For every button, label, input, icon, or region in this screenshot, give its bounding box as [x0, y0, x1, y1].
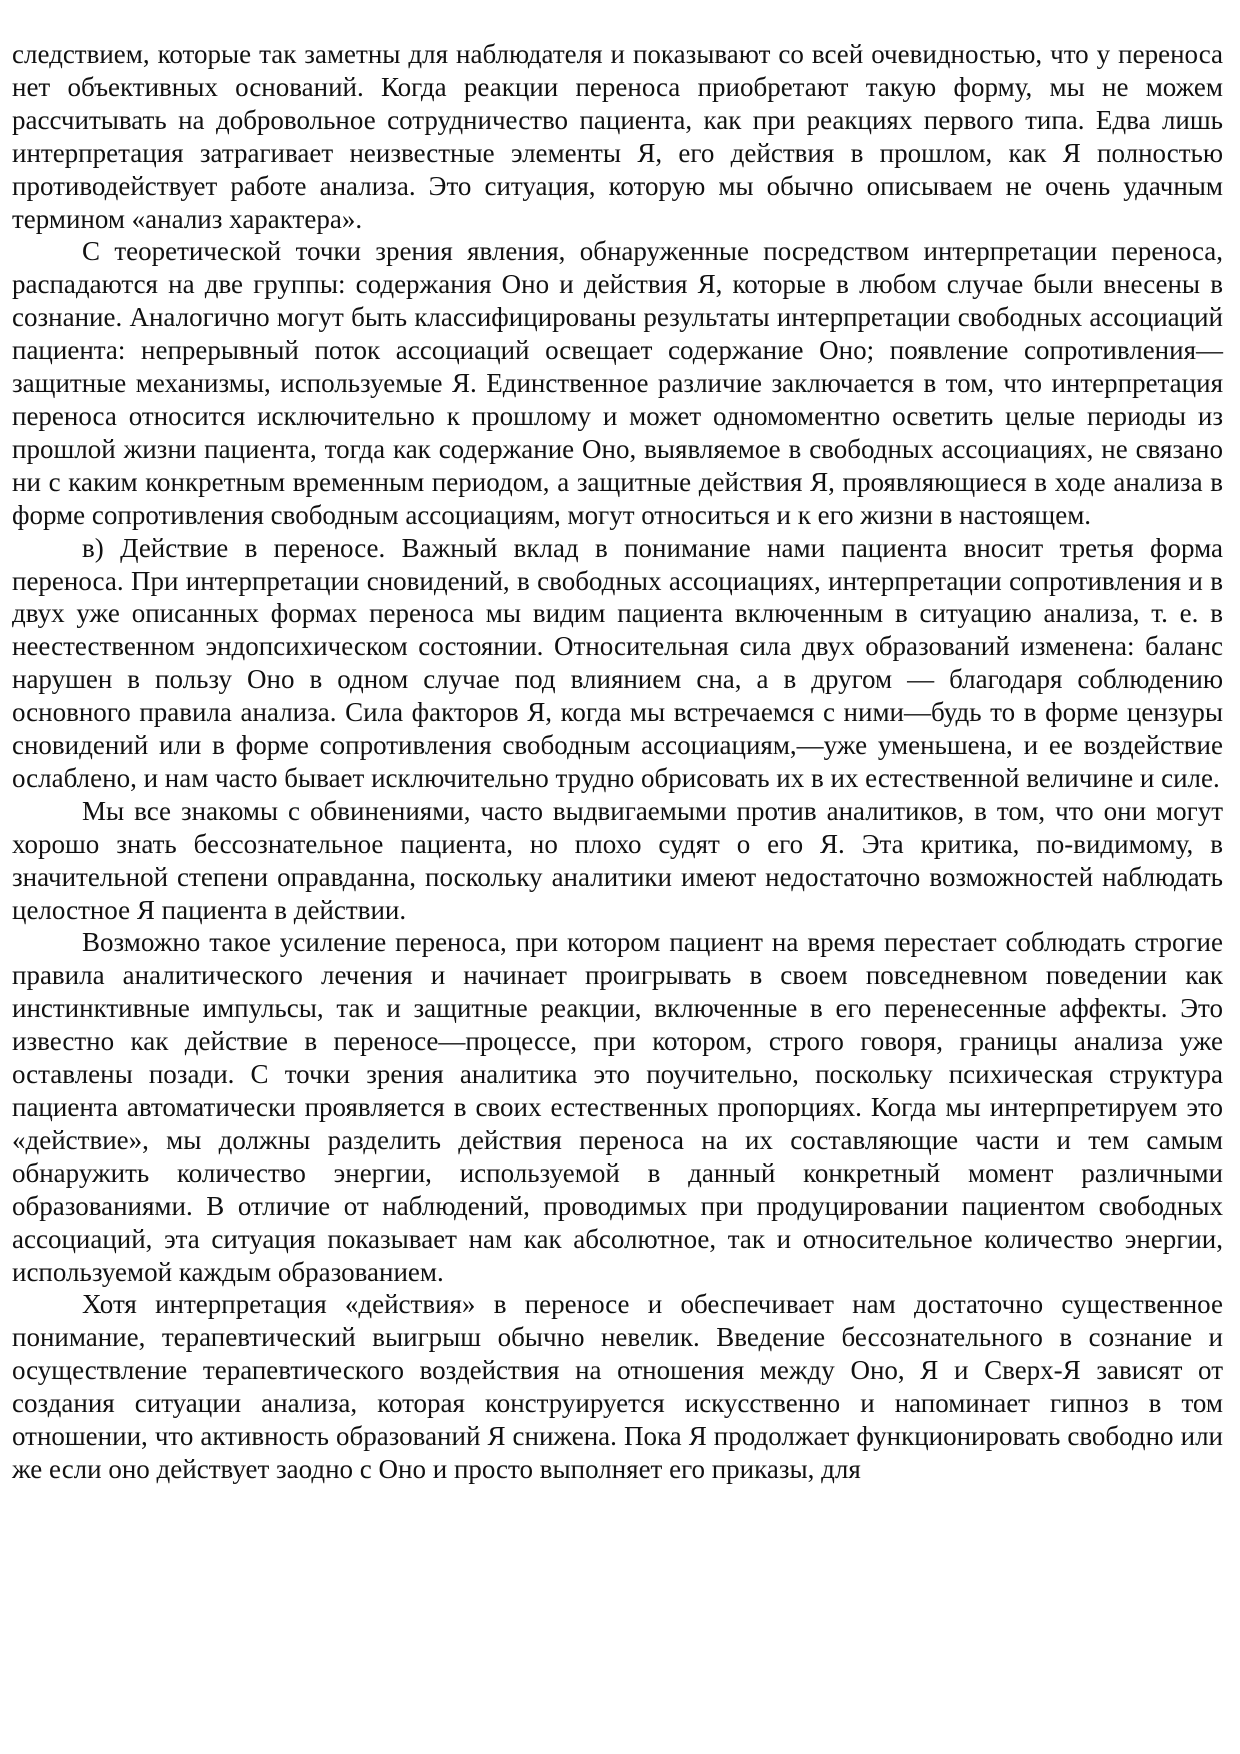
paragraph-2-theory: С теоретической точки зрения явления, обнаруженные посредством интерпретации переноса, распадаются на две группы: содержания Оно и действия Я, которые в любом случае были внесены в сознание. Аналогично могут быть классифицированы результаты интерпретации свободных ассоциаций пациента: непрерывный поток ассоциаций освещает содержание Оно; появление сопротивления—защитные механизмы, используемые Я. Единственное различие заключается в том, что интерпретация переноса относится исключительно к прошлому и может одномоментно осветить целые периоды из прошлой жизни пациента, тогда как содержание Оно, выявляемое в свободных ассоциациях, не связано ни с каким конкретным временным периодом, а защитные действия Я, проявляющиеся в ходе анализа в форме сопротивления свободным ассоциациям, могут относиться и к его жизни в настоящем. — [12, 236, 1223, 530]
paragraph-4-criticism: Мы все знакомы с обвинениями, часто выдвигаемыми против аналитиков, в том, что они могут хорошо знать бессознательное пациента, но плохо судят о его Я. Эта критика, по-видимому, в значительной степени оправданна, поскольку аналитики имеют недостаточно возможностей наблюдать целостное Я пациента в действии. — [12, 795, 1223, 925]
paragraph-6-therapeutic-gain: Хотя интерпретация «действия» в переносе и обеспечивает нам достаточно существенное понимание, терапевтический выигрыш обычно невелик. Введение бессознательного в сознание и осуществление терапевтического воздействия на отношения между Оно, Я и Сверх-Я зависят от создания ситуации анализа, которая конструируется искусственно и напоминает гипноз в том отношении, что активность образований Я снижена. Пока Я продолжает функционировать свободно или же если оно действует заодно с Оно и просто выполняет его приказы, для — [12, 1289, 1223, 1484]
document-page — [12, 38, 1223, 1486]
paragraph-3-acting-in-transference: в) Действие в переносе. Важный вклад в понимание нами пациента вносит третья форма переноса. При интерпретации сновидений, в свободных ассоциациях, интерпретации сопротивления и в двух уже описанных формах переноса мы видим пациента включенным в ситуацию анализа, т. е. в неестественном эндопсихическом состоянии. Относительная сила двух образований изменена: баланс нарушен в пользу Оно в одном случае под влиянием сна, а в другом — благодаря соблюдению основного правила анализа. Сила факторов Я, когда мы встречаемся с ними—будь то в форме цензуры сновидений или в форме сопротивления свободным ассоциациям,—уже уменьшена, и ее воздействие ослаблено, и нам часто бывает исключительно трудно обрисовать их в их естественной величине и силе. — [12, 532, 1223, 793]
paragraph-5-intensification: Возможно такое усиление переноса, при котором пациент на время перестает соблюдать строгие правила аналитического лечения и начинает проигрывать в своем повседневном поведении как инстинктивные импульсы, так и защитные реакции, включенные в его перенесенные аффекты. Это известно как действие в переносе—процессе, при котором, строго говоря, границы анализа уже оставлены позади. С точки зрения аналитика это поучительно, поскольку психическая структура пациента автоматически проявляется в своих естественных пропорциях. Когда мы интерпретируем это «действие», мы должны разделить действия переноса на их составляющие части и тем самым обнаружить количество энергии, используемой в данный конкретный момент различными образованиями. В отличие от наблюдений, проводимых при продуцировании пациентом свободных ассоциаций, эта ситуация показывает нам как абсолютное, так и относительное количество энергии, используемой каждым образованием. — [12, 927, 1223, 1287]
paragraph-1-continuation: следствием, которые так заметны для наблюдателя и показывают со всей очевидностью, что у переноса нет объективных оснований. Когда реакции переноса приобретают такую форму, мы не можем рассчитывать на добровольное сотрудничество пациента, как при реакциях первого типа. Едва лишь интерпретация затрагивает неизвестные элементы Я, его действия в прошлом, как Я полностью противодействует работе анализа. Это ситуация, которую мы обычно описываем не очень удачным термином «анализ характера». — [12, 39, 1223, 234]
